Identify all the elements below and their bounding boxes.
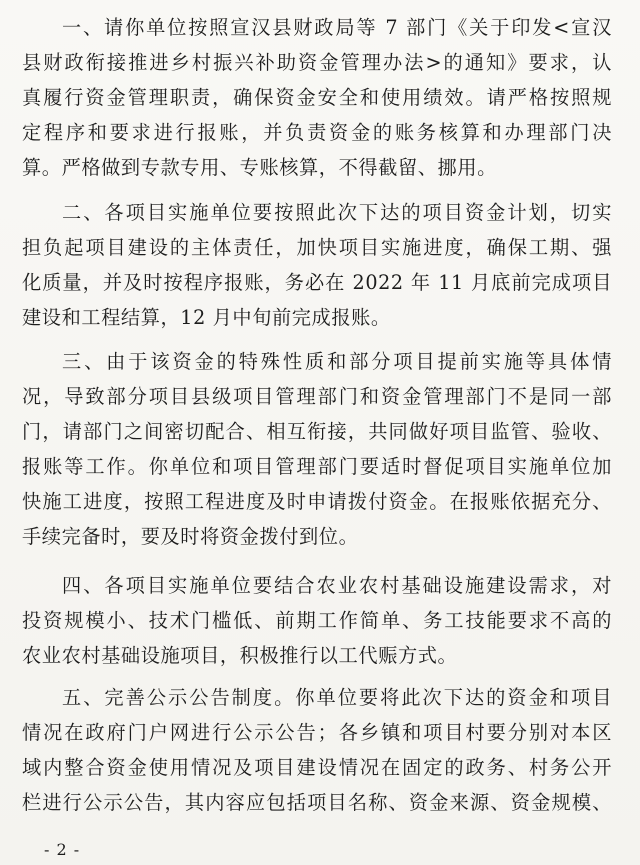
paragraph-line: 三、由于该资金的特殊性质和部分项目提前实施等具体情 xyxy=(62,350,612,373)
paragraph-line: 担负起项目建设的主体责任，加快项目实施进度，确保工期、强 xyxy=(22,236,612,259)
paragraph-line: 五、完善公示公告制度。你单位要将此次下达的资金和项目 xyxy=(62,686,612,709)
paragraph-line: 县财政衔接推进乡村振兴补助资金管理办法>的通知》要求，认 xyxy=(22,51,612,74)
paragraph-line: 栏进行公示公告，其内容应包括项目名称、资金来源、资金规模、 xyxy=(22,791,612,814)
paragraph-line: 二、各项目实施单位要按照此次下达的项目资金计划，切实 xyxy=(62,201,612,224)
page-number: - 2 - xyxy=(44,840,81,859)
paragraph-line: 手续完备时，要及时将资金拨付到位。 xyxy=(22,525,359,548)
paragraph-line: 化质量，并及时按程序报账，务必在 2022 年 11 月底前完成项目 xyxy=(22,271,612,294)
paragraph-line: 域内整合资金使用情况及项目建设情况在固定的政务、村务公开 xyxy=(22,756,612,779)
paragraph-line: 一、请你单位按照宣汉县财政局等 7 部门《关于印发<宣汉 xyxy=(62,16,612,39)
paragraph-line: 建设和工程结算，12 月中旬前完成报账。 xyxy=(22,306,391,329)
paragraph-line: 报账等工作。你单位和项目管理部门要适时督促项目实施单位加 xyxy=(22,455,612,478)
paragraph-line: 门，请部门之间密切配合、相互衔接，共同做好项目监管、验收、 xyxy=(22,420,612,443)
paragraph-line: 投资规模小、技术门槛低、前期工作简单、务工技能要求不高的 xyxy=(22,609,612,632)
paragraph-5 xyxy=(22,680,612,820)
paragraph-3 xyxy=(22,344,612,554)
paragraph-line: 情况在政府门户网进行公示公告；各乡镇和项目村要分别对本区 xyxy=(22,721,612,744)
paragraph-line: 真履行资金管理职责，确保资金安全和使用绩效。请严格按照规 xyxy=(22,86,612,109)
paragraph-2 xyxy=(22,195,612,335)
paragraph-line: 四、各项目实施单位要结合农业农村基础设施建设需求，对 xyxy=(62,574,612,597)
paragraph-line: 农业农村基础设施项目，积极推行以工代赈方式。 xyxy=(22,644,458,667)
paragraph-line: 况，导致部分项目县级项目管理部门和资金管理部门不是同一部 xyxy=(22,385,612,408)
paragraph-line: 定程序和要求进行报账，并负责资金的账务核算和办理部门决 xyxy=(22,121,612,144)
paragraph-line: 算。严格做到专款专用、专账核算，不得截留、挪用。 xyxy=(22,156,497,179)
paragraph-line: 快施工进度，按照工程进度及时申请拨付资金。在报账依据充分、 xyxy=(22,490,612,513)
paragraph-4 xyxy=(22,568,612,673)
paragraph-1 xyxy=(22,10,612,185)
